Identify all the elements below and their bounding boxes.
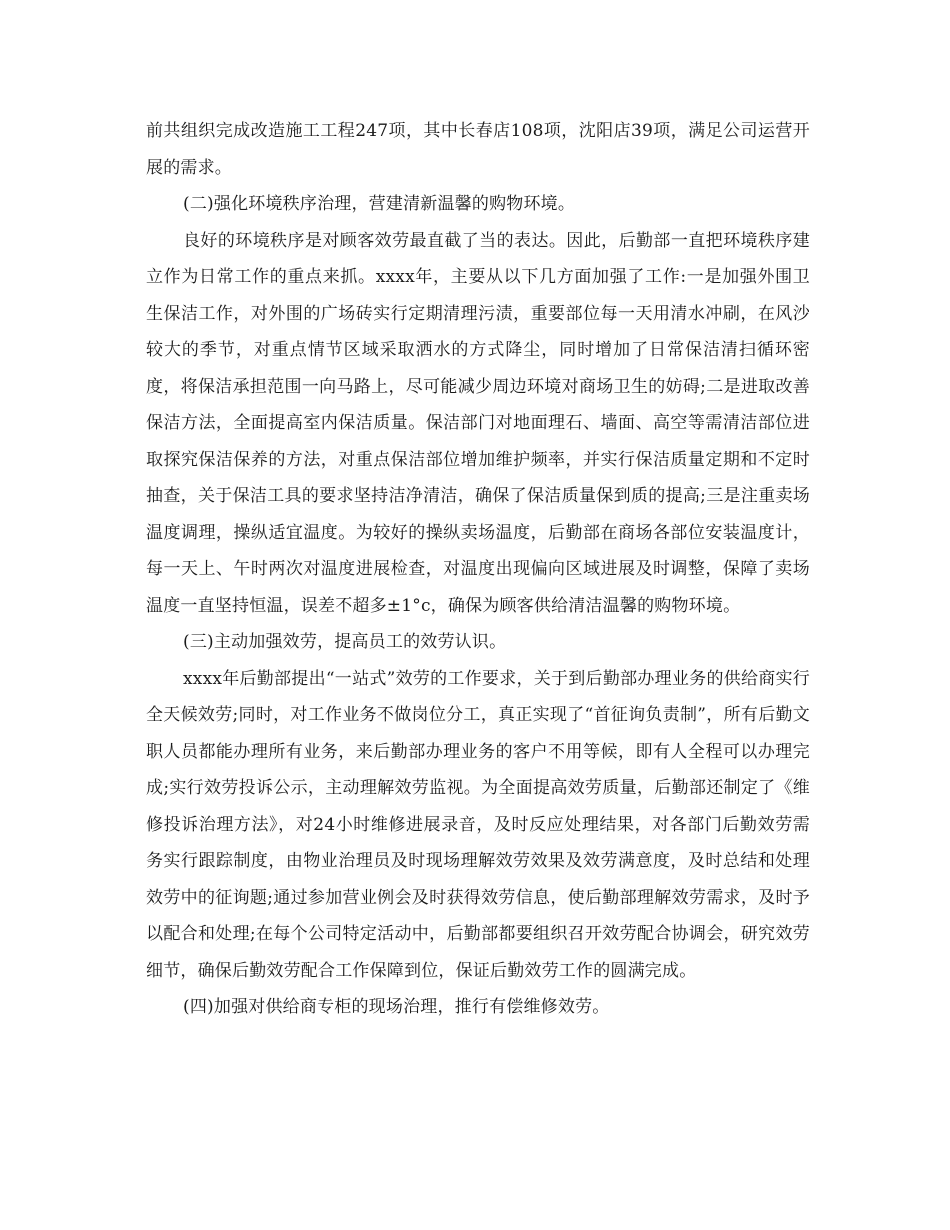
section-heading-four: (四)加强对供给商专柜的现场治理，推行有偿维修效劳。 — [183, 997, 610, 1017]
paragraph-continuation: 前共组织完成改造施工工程247项，其中长春店108项，沈阳店39项，满足公司运营开展的需求。 — [146, 121, 810, 178]
paragraph-service: xxxx年后勤部提出“一站式”效劳的工作要求，关于到后勤部办理业务的供给商实行全天候效劳;同时，对工作业务不做岗位分工，真正实现了“首征询负责制”，所有后勤文职人员都能办理所有业务，来后勤部办理业务的客户不用等候，即有人全程可以办理完成;实行效劳投诉公示，主动理解效劳监视。为全面提高效劳质量，后勤部还制定了《维修投诉治理方法》，对24小时维修进展录音，及时反应处理结果，对各部门后勤效劳需务实行跟踪制度，由物业治理员及时现场理解效劳效果及效劳满意度，及时总结和处理效劳中的征询题;通过参加营业例会及时获得效劳信息，使后勤部理解效劳需求，及时予以配合和处理;在每个公司特定活动中，后勤部都要组织召开效劳配合协调会，研究效劳细节，确保后勤效劳配合工作保障到位，保证后勤效劳工作的圆满完成。 — [146, 668, 810, 981]
paragraph-environment: 良好的环境秩序是对顾客效劳最直截了当的表达。因此，后勤部一直把环境秩序建立作为日常工作的重点来抓。xxxx年，主要从以下几方面加强了工作:一是加强外围卫生保洁工作，对外围的广场砖实行定期清理污渍，重要部位每一天用清水冲刷，在风沙较大的季节，对重点情节区域采取洒水的方式降尘，同时增加了日常保洁清扫循环密度，将保洁承担范围一向马路上，尽可能减少周边环境对商场卫生的妨碍;二是进取改善保洁方法，全面提高室内保洁质量。保洁部门对地面理石、墙面、高空等需清洁部位进取探究保洁保养的方法，对重点保洁部位增加维护频率，并实行保洁质量定期和不定时抽查，关于保洁工具的要求坚持洁净清洁，确保了保洁质量保到质的提高;三是注重卖场温度调理，操纵适宜温度。为较好的操纵卖场温度，后勤部在商场各部位安装温度计，每一天上、午时两次对温度进展检查，对温度出现偏向区域进展及时调整，保障了卖场温度一直坚持恒温，误差不超多±1°c，确保为顾客供给清洁温馨的购物环境。 — [146, 230, 810, 616]
document-body — [146, 113, 810, 1026]
section-heading-two: (二)强化环境秩序治理，营建清新温馨的购物环境。 — [183, 194, 576, 214]
section-heading-three: (三)主动加强效劳，提高员工的效劳认识。 — [183, 632, 507, 652]
